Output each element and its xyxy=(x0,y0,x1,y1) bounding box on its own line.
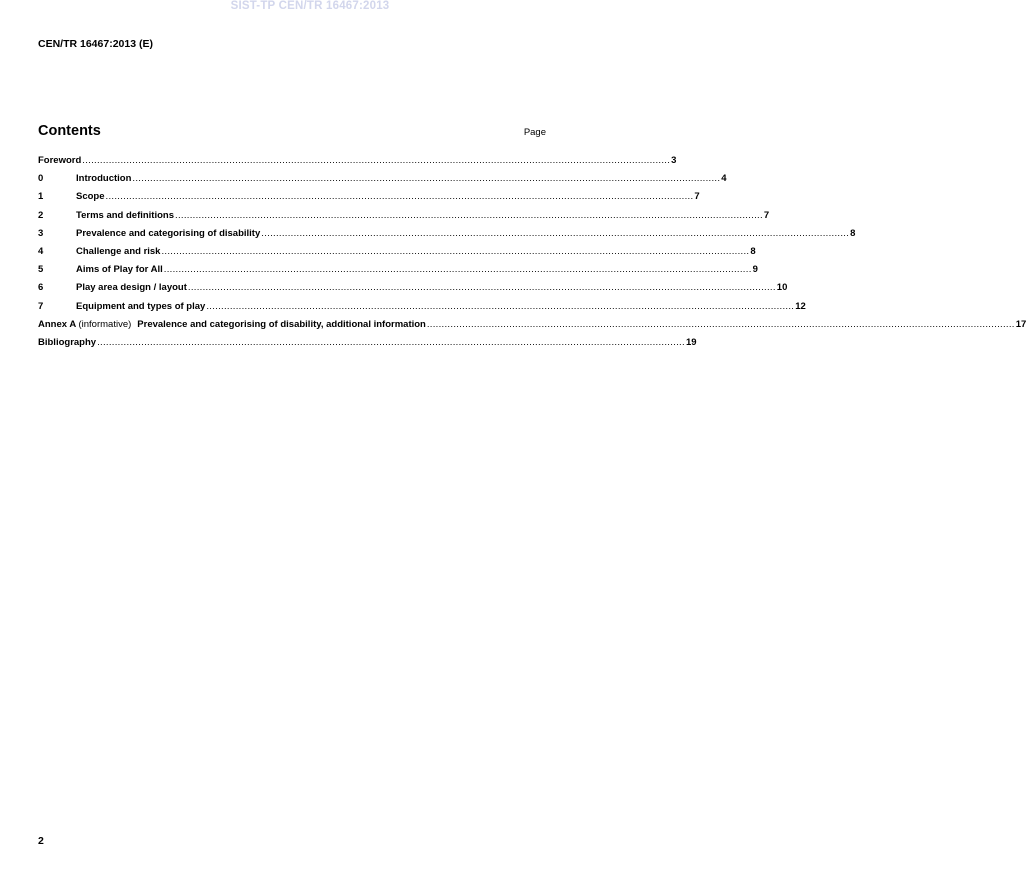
dot-leader: ........................................................................................................................................................................................................ xyxy=(175,209,763,221)
dot-leader: ........................................................................................................................................................................................................ xyxy=(132,173,721,185)
toc-entry-title: Foreword xyxy=(38,155,82,166)
toc-entry-page: 17 xyxy=(1015,318,1026,330)
toc-entry-page: 12 xyxy=(795,300,806,312)
toc-entry-number: 0 xyxy=(38,173,44,185)
contents-heading: Contents xyxy=(38,123,101,139)
toc-entry-number: 5 xyxy=(38,264,44,276)
toc-entry-introduction[interactable] xyxy=(38,173,727,191)
dot-leader: ........................................................................................................................................................................................................ xyxy=(105,191,694,203)
toc-entry-prevalence[interactable] xyxy=(38,227,856,246)
toc-entry-number: 4 xyxy=(38,245,44,257)
toc-entry-title: Prevalence and categorising of disability xyxy=(76,227,261,239)
table-of-contents xyxy=(38,155,1026,355)
toc-entry-annex-a[interactable] xyxy=(38,318,1026,337)
toc-entry-title: Challenge and risk xyxy=(76,245,161,257)
toc-entry-number: 1 xyxy=(38,191,44,203)
toc-entry-page: 9 xyxy=(752,264,758,276)
dot-leader: ........................................................................................................................................................................................................ xyxy=(82,155,671,166)
toc-entry-aims[interactable] xyxy=(38,264,758,282)
toc-entry-page: 10 xyxy=(776,282,788,294)
dot-leader: ........................................................................................................................................................................................................ xyxy=(206,300,795,312)
page-number: 2 xyxy=(38,835,44,847)
document-id: CEN/TR 16467:2013 (E) xyxy=(38,38,153,50)
toc-entry-foreword[interactable] xyxy=(38,155,677,173)
page-column-label: Page xyxy=(523,127,546,138)
toc-entry-number: 6 xyxy=(38,282,44,294)
toc-entry-bibliography[interactable] xyxy=(38,336,697,355)
toc-entry-equipment[interactable] xyxy=(38,300,806,319)
toc-entry-page: 8 xyxy=(750,245,756,257)
toc-entry-title: Bibliography xyxy=(38,336,97,348)
toc-entry-number: 7 xyxy=(38,300,44,312)
toc-entry-page: 19 xyxy=(685,336,697,348)
toc-entry-page: 3 xyxy=(671,155,677,166)
dot-leader: ........................................................................................................................................................................................................ xyxy=(161,245,750,257)
watermark: SIST-TP CEN/TR 16467:2013 xyxy=(230,0,390,12)
toc-entry-number: 2 xyxy=(38,209,44,221)
toc-entry-title xyxy=(38,319,426,330)
toc-entry-page: 8 xyxy=(850,227,856,239)
toc-entry-title: Introduction xyxy=(76,173,132,185)
toc-entry-page: 7 xyxy=(763,209,770,221)
toc-entry-scope[interactable] xyxy=(38,191,700,209)
toc-entry-terms-definitions[interactable] xyxy=(38,209,770,228)
dot-leader: ........................................................................................................................................................................................................ xyxy=(426,318,1015,330)
dot-leader: ........................................................................................................................................................................................................ xyxy=(261,227,850,239)
toc-entry-title: Terms and definitions xyxy=(76,209,175,221)
toc-entry-challenge-risk[interactable] xyxy=(38,245,756,264)
dot-leader: ........................................................................................................................................................................................................ xyxy=(163,264,752,276)
toc-entry-play-area-design[interactable] xyxy=(38,282,788,300)
annex-prefix: Annex A xyxy=(38,318,76,330)
annex-qualifier: (informative) xyxy=(78,318,132,330)
toc-entry-title: Play area design / layout xyxy=(76,282,187,294)
toc-entry-title: Aims of Play for All xyxy=(76,264,163,276)
dot-leader: ........................................................................................................................................................................................................ xyxy=(187,282,776,294)
annex-title: Prevalence and categorising of disability, additional information xyxy=(137,318,426,330)
dot-leader: ........................................................................................................................................................................................................ xyxy=(97,336,685,348)
toc-entry-page: 4 xyxy=(721,173,727,185)
toc-entry-title: Scope xyxy=(76,191,105,203)
toc-entry-title: Equipment and types of play xyxy=(76,300,206,312)
toc-entry-number: 3 xyxy=(38,227,44,239)
toc-entry-page: 7 xyxy=(694,191,700,203)
